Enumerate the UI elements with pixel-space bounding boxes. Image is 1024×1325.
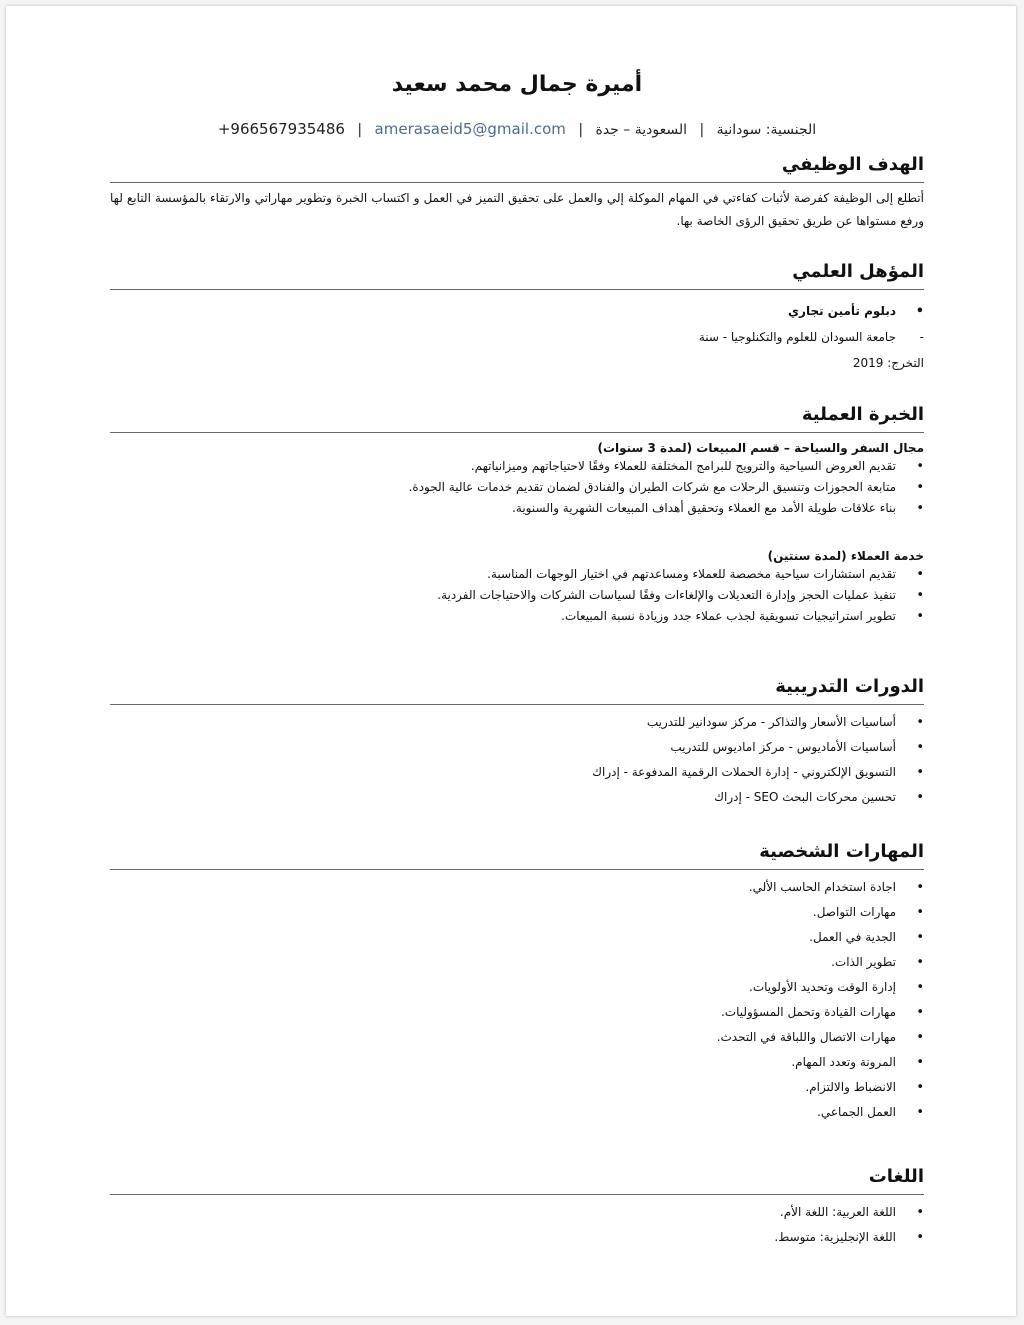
job-task: • بناء علاقات طويلة الأمد مع العملاء وتحقيق أهداف المبيعات الشهرية والسنوية.: [110, 501, 924, 515]
job-task: • تطوير استراتيجيات تسويقية لجذب عملاء جدد وزيادة نسبة المبيعات.: [110, 609, 924, 623]
skills-section: [110, 839, 924, 1119]
institution-line: [110, 330, 924, 344]
courses-title: الدورات التدريبية: [110, 674, 924, 705]
job-task: • تقديم استشارات سياحية مخصصة للعملاء ومساعدتهم في اختيار الوجهات المناسبة.: [110, 567, 924, 581]
education-list: [110, 304, 924, 318]
skill-item: • مهارات القيادة وتحمل المسؤوليات.: [110, 1005, 924, 1019]
job-task-list: [110, 567, 924, 623]
job-task-list: [110, 459, 924, 515]
email-link[interactable]: amerasaeid5@gmail.com: [374, 120, 566, 138]
separator: |: [578, 122, 584, 138]
education-section: [110, 259, 924, 370]
job-heading: مجال السفر والسياحة – قسم المبيعات (لمدة 3 سنوات): [597, 441, 924, 455]
separator: |: [357, 122, 363, 138]
candidate-name: أميرة جمال محمد سعيد: [391, 72, 643, 97]
skills-title: المهارات الشخصية: [110, 839, 924, 870]
skill-item: • العمل الجماعي.: [110, 1105, 924, 1119]
skills-list: [110, 880, 924, 1119]
resume-page: [6, 6, 1016, 1316]
job-task: • متابعة الحجوزات وتنسيق الرحلات مع شركات الطيران والفنادق لضمان تقديم خدمات عالية الجودة.: [110, 480, 924, 494]
languages-list: [110, 1205, 924, 1244]
skill-item: • مهارات الاتصال واللباقة في التحدث.: [110, 1030, 924, 1044]
skill-item: • الجدية في العمل.: [110, 930, 924, 944]
education-title: المؤهل العلمي: [110, 259, 924, 290]
course-item: • تحسين محركات البحث SEO - إدراك: [110, 790, 924, 804]
objective-section: [110, 152, 924, 233]
location: السعودية – جدة: [595, 122, 688, 138]
courses-section: [110, 674, 924, 804]
experience-title: الخبرة العملية: [110, 402, 924, 433]
language-item: • اللغة العربية: اللغة الأم.: [110, 1205, 924, 1219]
languages-title: اللغات: [110, 1164, 924, 1195]
experience-section: [110, 402, 924, 623]
graduation-year: التخرج: 2019: [852, 356, 924, 370]
course-item: • أساسيات الأماديوس - مركز اماديوس للتدريب: [110, 740, 924, 754]
dash-marker: -: [919, 330, 924, 344]
skill-item: • اجادة استخدام الحاسب الألي.: [110, 880, 924, 894]
degree: • دبلوم تأمين تجاري: [110, 304, 924, 318]
skill-item: • الانضباط والالتزام.: [110, 1080, 924, 1094]
courses-list: [110, 715, 924, 804]
language-item: • اللغة الإنجليزية: متوسط.: [110, 1230, 924, 1244]
skill-item: • المرونة وتعدد المهام.: [110, 1055, 924, 1069]
skill-item: • إدارة الوقت وتحديد الأولويات.: [110, 980, 924, 994]
job-task: • تقديم العروض السياحية والترويج للبرامج المختلفة للعملاء وفقًا لاحتياجاتهم وميزانياتهم.: [110, 459, 924, 473]
contact-line: [110, 120, 924, 138]
nationality: الجنسية: سودانية: [716, 122, 817, 138]
institution: جامعة السودان للعلوم والتكنلوجيا - سنة: [698, 330, 896, 344]
objective-title: الهدف الوظيفي: [110, 152, 924, 183]
skill-item: • مهارات التواصل.: [110, 905, 924, 919]
course-item: • التسويق الإلكتروني - إدارة الحملات الرقمية المدفوعة - إدراك: [110, 765, 924, 779]
resume-content: [110, 6, 924, 1316]
job-heading: خدمة العملاء (لمدة سنتين): [767, 549, 924, 563]
phone-number: +966567935486: [217, 120, 345, 138]
objective-text: أتطلع إلى الوظيفة كفرصة لأثبات كفاءتي في المهام الموكلة إلي والعمل على تحقيق التميز في العمل و اكتساب الخبرة وتطوير مهاراتي والارتقاء بالمؤسسة التابع لها ورفع مستواها عن طريق تحقيق الرؤى الخاصة بها.: [110, 191, 924, 228]
skill-item: • تطوير الذات.: [110, 955, 924, 969]
languages-section: [110, 1164, 924, 1244]
job-task: • تنفيذ عمليات الحجز وإدارة التعديلات والإلغاءات وفقًا لسياسات الشركات والاحتياجات الفردية.: [110, 588, 924, 602]
course-item: • أساسيات الأسعار والتذاكر - مركز سودانير للتدريب: [110, 715, 924, 729]
separator: |: [699, 122, 705, 138]
